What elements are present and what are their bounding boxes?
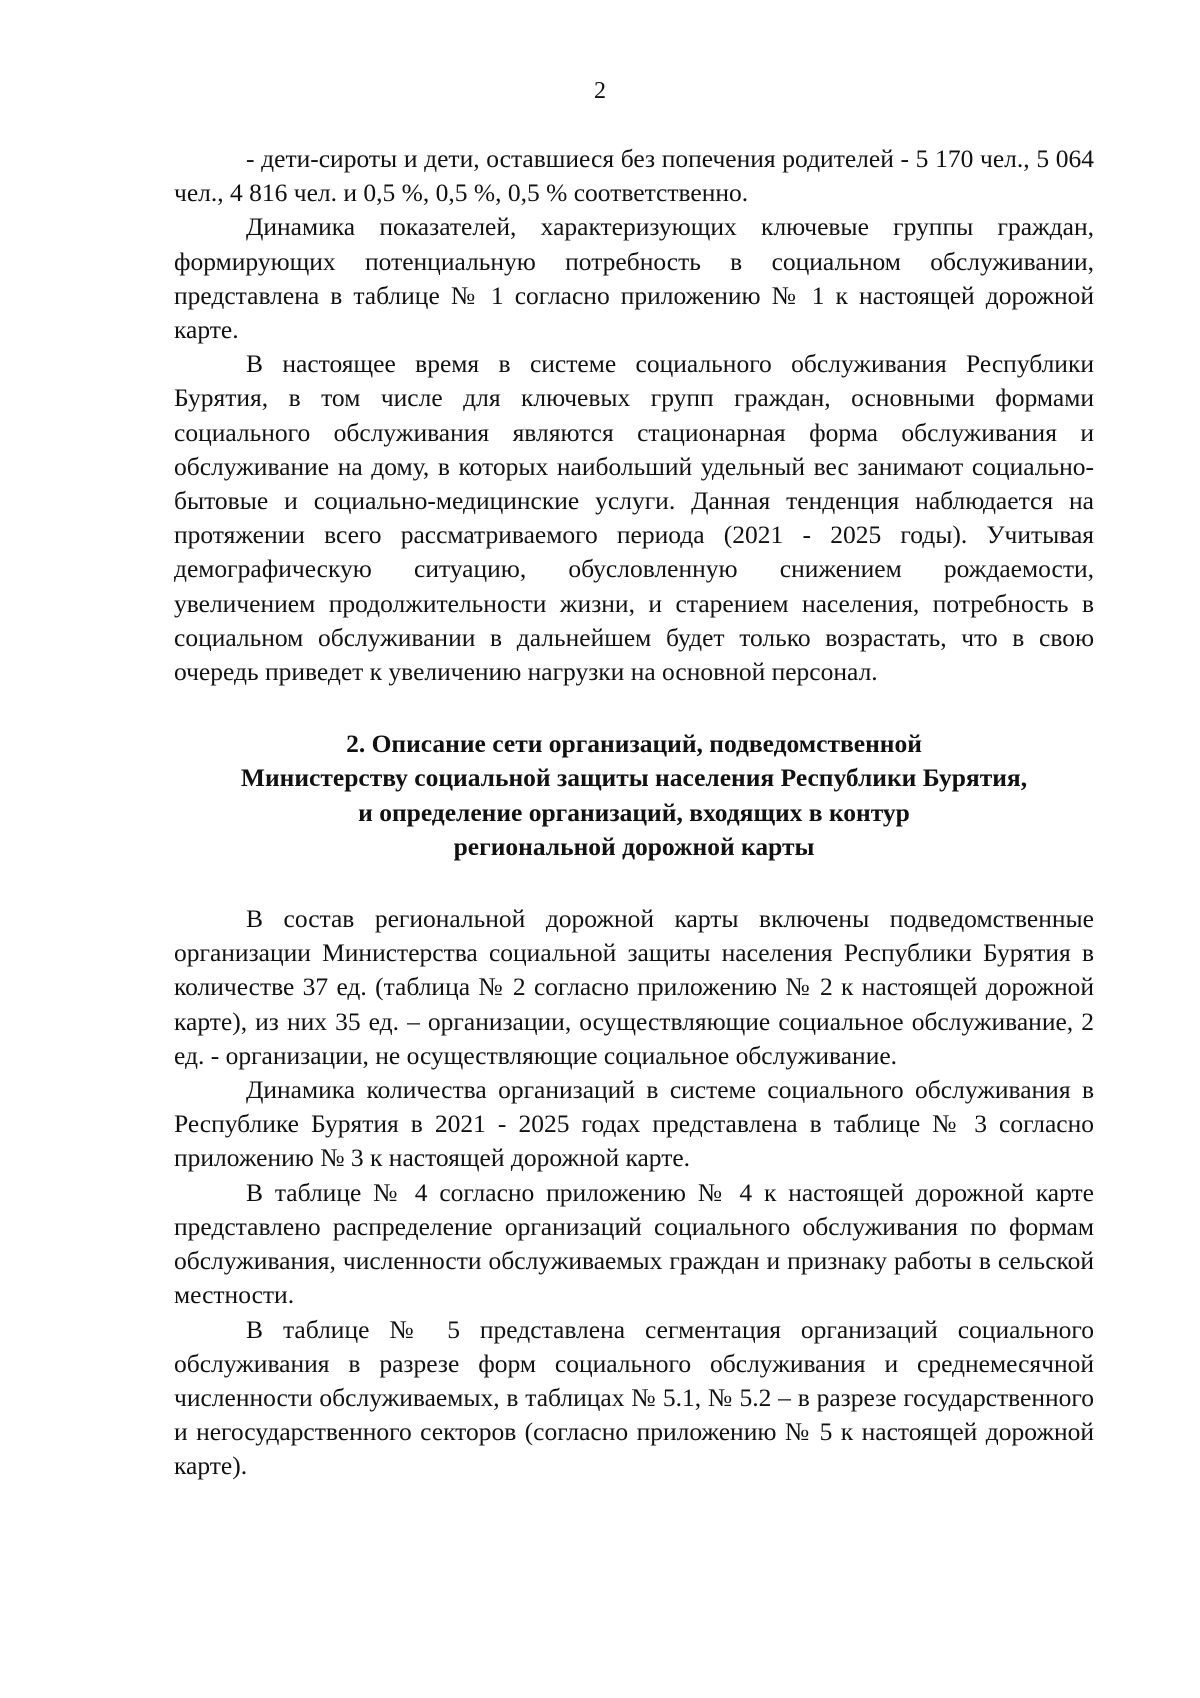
section-heading-line: и определение организаций, входящих в контур (358, 797, 910, 827)
section-heading-line: Министерству социальной защиты населения Республики Бурятия, (240, 763, 1028, 793)
section-heading-line: 2. Описание сети организаций, подведомственной (346, 729, 922, 759)
paragraph-organization-dynamics: Динамика количества организаций в системе социального обслуживания в Республике Бурятия в 2021 - 2025 годах представлена в таблице № 3 согласно приложению № 3 к настоящей дорожной карте. (174, 1075, 1094, 1173)
paragraph-composition: В состав региональной дорожной карты включены подведомственные организации Министерства социальной защиты населения Республики Бурятия в количестве 37 ед. (таблица № 2 согласно приложению № 2 к настоящей дорожной карте), из них 35 ед. – организации, осуществляющие социальное обслуживание, 2 ед. - организации, не осуществляющие социальное обслуживание. (174, 904, 1094, 1070)
paragraph-current-state: В настоящее время в системе социального обслуживания Республики Бурятия, в том числе для ключевых групп граждан, основными формами социального обслуживания являются стационарная форма обслуживания и обслуживание на дому, в которых наибольший удельный вес занимают социально-бытовые и социально-медицинские услуги. Данная тенденция наблюдается на протяжении всего рассматриваемого периода (2021 - 2025 годы). Учитывая демографическую ситуацию, обусловленную снижением рождаемости, увеличением продолжительности жизни, и старением населения, потребность в социальном обслуживании в дальнейшем будет только возрастать, что в свою очередь приведет к увеличению нагрузки на основной персонал. (174, 349, 1094, 687)
paragraph-table-5: В таблице № 5 представлена сегментация организаций социального обслуживания в разрезе форм социального обслуживания и среднемесячной численности обслуживаемых, в таблицах № 5.1, № 5.2 – в разрезе государственного и негосударственного секторов (согласно приложению № 5 к настоящей дорожной карте). (174, 1314, 1094, 1481)
document-body (174, 142, 1094, 1484)
section-heading-line: региональной дорожной карты (453, 831, 815, 861)
page-number: 2 (594, 78, 606, 104)
paragraph-dynamics-indicators: Динамика показателей, характеризующих ключевые группы граждан, формирующих потенциальную потребность в социальном обслуживании, представлена в таблице № 1 согласно приложению № 1 к настоящей дорожной карте. (174, 212, 1094, 345)
paragraph-orphans: - дети-сироты и дети, оставшиеся без попечения родителей - 5 170 чел., 5 064 чел., 4 816 чел. и 0,5 %, 0,5 %, 0,5 % соответственно. (174, 144, 1094, 208)
paragraph-table-4: В таблице № 4 согласно приложению № 4 к настоящей дорожной карте представлено распределение организаций социального обслуживания по формам обслуживания, численности обслуживаемых граждан и признаку работы в сельской местности. (174, 1177, 1094, 1310)
section-heading (174, 727, 1094, 864)
